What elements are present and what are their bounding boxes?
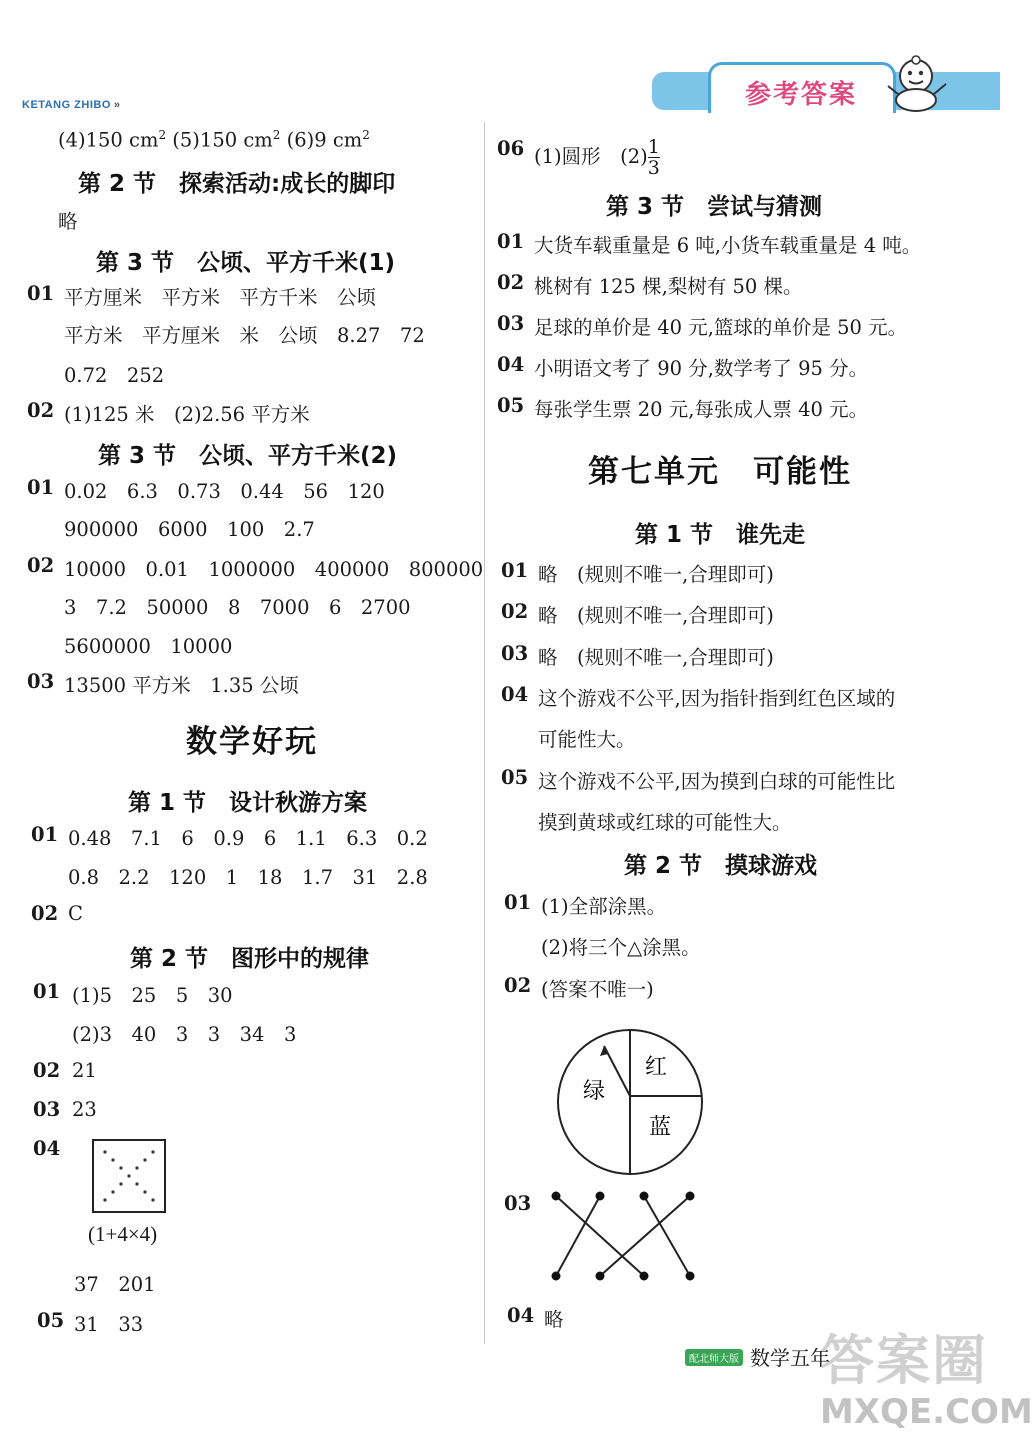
question-number: 02 [497, 271, 525, 294]
answer-line: 小明语文考了 90 分,数学考了 95 分。 [534, 357, 869, 380]
question-number: 01 [33, 980, 61, 1003]
answer-line: 摸到黄球或红球的可能性大。 [538, 811, 792, 834]
question-number: 01 [501, 559, 529, 582]
answer-line: 0.02 6.3 0.73 0.44 56 120 [64, 480, 385, 503]
answer-line: 平方厘米 平方米 平方千米 公顷 [64, 286, 377, 309]
section-heading: 第 3 节 尝试与猜测 [606, 194, 823, 220]
question-number: 03 [27, 670, 55, 693]
answer-line: 0.72 252 [64, 364, 165, 387]
answer-line: 略 (规则不唯一,合理即可) [538, 604, 774, 627]
question-number: 03 [501, 642, 529, 665]
answer-line: (1)圆形 $(2)\frac{1}{3}$ [534, 136, 660, 179]
unit-heading: 数学好玩 [186, 724, 318, 760]
matching-lines-diagram [548, 1188, 698, 1284]
question-number: 05 [501, 766, 529, 789]
answer-line: 略 (规则不唯一,合理即可) [538, 646, 774, 669]
question-number: 03 [497, 312, 525, 335]
section-heading: 第 1 节 谁先走 [635, 522, 806, 548]
section-heading: 第 2 节 探索活动:成长的脚印 [78, 171, 396, 197]
answer-line: 3 7.2 50000 8 7000 6 2700 [64, 596, 411, 619]
figure-caption: (1+4×4) [88, 1222, 158, 1246]
answer-line: 略 [58, 210, 78, 233]
question-number: 01 [497, 230, 525, 253]
question-number: 02 [27, 399, 55, 422]
answer-line: 略 [544, 1308, 564, 1331]
question-number: 04 [497, 353, 525, 376]
question-number: 02 [33, 1059, 61, 1082]
fraction: $\frac{1}{3}$ [647, 136, 660, 179]
answer-line: 可能性大。 [538, 728, 636, 751]
question-number: 01 [31, 823, 59, 846]
answer-line: 每张学生票 20 元,每张成人票 40 元。 [534, 398, 869, 421]
question-number: 01 [27, 476, 55, 499]
book-title: 数学五年 [750, 1346, 830, 1370]
answer-line: 略 (规则不唯一,合理即可) [538, 563, 774, 586]
spinner-label-red: 红 [644, 1055, 668, 1080]
question-number: 06 [497, 137, 525, 160]
question-number: 02 [501, 600, 529, 623]
snowman-mascot-icon [886, 54, 950, 112]
answer-line: 大货车载重量是 6 吨,小货车载重量是 4 吨。 [534, 234, 922, 257]
question-number: 04 [33, 1137, 61, 1160]
question-number: 02 [27, 554, 55, 577]
answer-line: 21 [72, 1059, 97, 1082]
question-number: 04 [507, 1304, 535, 1327]
brand-logo: KETANG ZHIBO » [22, 99, 121, 111]
watermark-url: MXQE.COM [820, 1392, 1033, 1432]
edition-badge: 配北师大版 [685, 1349, 743, 1366]
answer-line: (答案不唯一) [541, 978, 654, 1001]
section-heading: 第 3 节 公顷、平方千米(2) [98, 443, 398, 469]
answer-line: 31 33 [74, 1313, 144, 1336]
answer-line: (1)5 25 5 30 [72, 984, 233, 1007]
question-number: 05 [497, 394, 525, 417]
answer-line: (4)150 $cm^2$ (5)150 $cm^2$ (6)9 $cm^2$ [58, 128, 370, 152]
answer-line: 0.48 7.1 6 0.9 6 1.1 6.3 0.2 [68, 827, 428, 850]
question-number: 03 [504, 1192, 532, 1215]
page-title: 参考答案 [744, 80, 857, 110]
section-heading: 第 3 节 公顷、平方千米(1) [96, 250, 396, 276]
spinner-label-blue: 蓝 [648, 1115, 672, 1140]
answer-line: 23 [72, 1098, 97, 1121]
answer-line: 桃树有 125 棵,梨树有 50 棵。 [534, 275, 803, 298]
answer-line: 0.8 2.2 120 1 18 1.7 31 2.8 [68, 866, 428, 889]
section-heading: 第 1 节 设计秋游方案 [128, 790, 368, 816]
section-heading: 第 2 节 图形中的规律 [130, 946, 370, 972]
question-number: 05 [37, 1309, 65, 1332]
answer-line: C [68, 902, 83, 925]
answer-line: 10000 0.01 1000000 400000 800000 [64, 558, 484, 581]
question-number: 04 [501, 683, 529, 706]
answer-line: 足球的单价是 40 元,篮球的单价是 50 元。 [534, 316, 908, 339]
question-number: 01 [27, 282, 55, 305]
answer-line: 这个游戏不公平,因为摸到白球的可能性比 [538, 770, 896, 793]
answer-line: 900000 6000 100 2.7 [64, 518, 315, 541]
answer-line: 这个游戏不公平,因为指针指到红色区域的 [538, 687, 896, 710]
question-number: 01 [504, 891, 532, 914]
answer-line: (1)125 米 (2)2.56 平方米 [64, 403, 310, 426]
answer-line: (2)将三个△涂黑。 [541, 936, 701, 959]
question-number: 02 [504, 974, 532, 997]
answer-line: 5600000 10000 [64, 635, 233, 658]
answer-line: (1)全部涂黑。 [541, 895, 667, 918]
spinner-diagram [552, 1024, 708, 1180]
question-number: 02 [31, 902, 59, 925]
answer-line: (2)3 40 3 3 34 3 [72, 1023, 297, 1046]
section-heading: 第 2 节 摸球游戏 [624, 853, 818, 879]
dot-square-figure [91, 1138, 167, 1214]
answer-line: 37 201 [74, 1273, 156, 1296]
answer-line: 平方米 平方厘米 米 公顷 8.27 72 [64, 324, 425, 347]
spinner-label-green: 绿 [582, 1079, 606, 1104]
unit-heading: 第七单元 可能性 [588, 454, 852, 490]
question-number: 03 [33, 1098, 61, 1121]
answer-line: 13500 平方米 1.35 公顷 [64, 674, 299, 697]
watermark-logo: 答案圈 [820, 1329, 988, 1392]
column-divider [484, 122, 485, 1344]
